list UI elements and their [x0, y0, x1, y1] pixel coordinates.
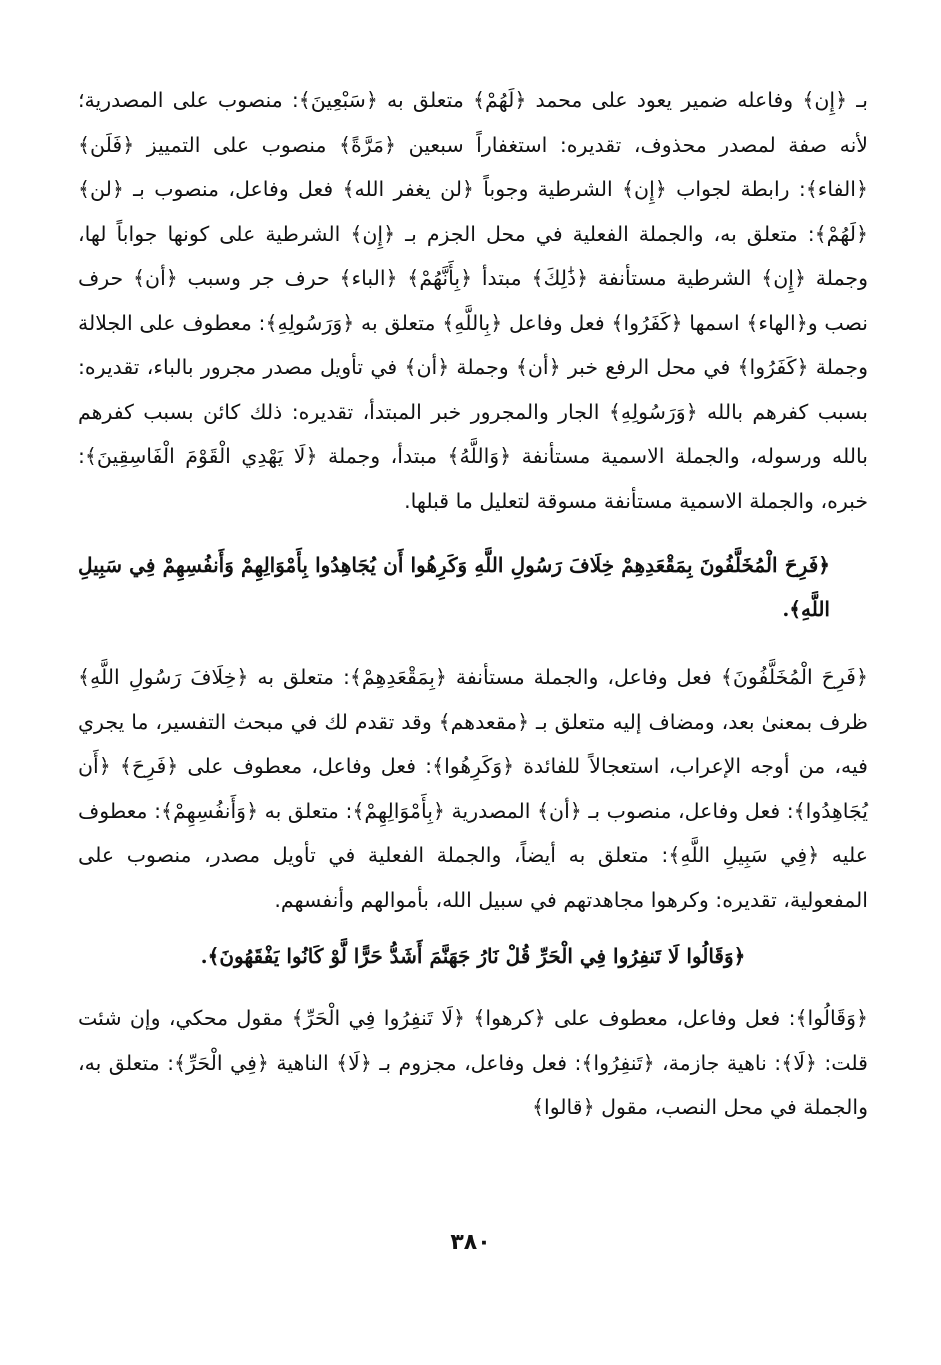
page-number: ٣٨٠ [450, 1230, 491, 1255]
paragraph-grammar-2: ﴿فَرِحَ الْمُخَلَّفُونَ﴾ فعل وفاعل، والجملة مستأنفة ﴿بِمَقْعَدِهِمْ﴾: متعلق به ﴿خِلَافَ رَسُولِ اللَّهِ﴾ ظرف بمعنىٰ بعد، ومضاف إليه متعلق بـ ﴿مقعدهم﴾ وقد تقدم لك في مبحث التفسير، ما يجري فيه، من أوجه الإعراب، استعجالاً للفائدة ﴿وَكَرِهُوا﴾: فعل وفاعل، معطوف على ﴿فَرِحَ﴾ ﴿أَن يُجَاهِدُوا﴾: فعل وفاعل، منصوب بـ ﴿أن﴾ المصدرية ﴿بِأَمْوَالِهِمْ﴾: متعلق به ﴿وَأَنفُسِهِمْ﴾: معطوف عليه ﴿فِي سَبِيلِ اللَّهِ﴾: متعلق به أيضاً، والجملة الفعلية في تأويل مصدر، منصوب على المفعولية، تقديره: وكرهوا مجاهدتهم في سبيل الله، بأموالهم وأنفسهم. [78, 665, 868, 912]
paragraph-grammar-3: ﴿وَقَالُوا﴾: فعل وفاعل، معطوف على ﴿كرهوا﴾ ﴿لَا تَنفِرُوا فِي الْحَرِّ﴾ مقول محكي، وإن شئت قلت: ﴿لَا﴾: ناهية جازمة، ﴿تَنفِرُوا﴾: فعل وفاعل، مجزوم بـ ﴿لَا﴾ الناهية ﴿فِي الْحَرِّ﴾: متعلق به، والجملة في محل النصب، مقول ﴿قالوا﴾ [78, 1006, 868, 1119]
quran-verse-2: ﴿وَقَالُوا لَا تَنفِرُوا فِي الْحَرِّ قُلْ نَارُ جَهَنَّمَ أَشَدُّ حَرًّا لَّوْ كَانُوا يَفْقَهُونَ﴾. [200, 944, 746, 968]
page-content [78, 78, 868, 1348]
quran-verse-1: ﴿فَرِحَ الْمُخَلَّفُونَ بِمَقْعَدِهِمْ خِلَافَ رَسُولِ اللَّهِ وَكَرِهُوا أَن يُجَاهِدُوا بِأَمْوَالِهِمْ وَأَنفُسِهِمْ فِي سَبِيلِ اللَّهِ﴾. [78, 553, 830, 621]
paragraph-grammar-1: بـ ﴿إِن﴾ وفاعله ضمير يعود على محمد ﴿لَهُمْ﴾ متعلق به ﴿سَبْعِينَ﴾: منصوب على المصدرية؛ لأنه صفة لمصدر محذوف، تقديره: استغفاراً سبعين ﴿مَرَّةً﴾ منصوب على التمييز ﴿فَلَن﴾ ﴿الفاء﴾: رابطة لجواب ﴿إِن﴾ الشرطية وجوباً ﴿لن يغفر الله﴾ فعل وفاعل، منصوب بـ ﴿لن﴾ ﴿لَهُمْ﴾: متعلق به، والجملة الفعلية في محل الجزم بـ ﴿إِن﴾ الشرطية على كونها جواباً لها، وجملة ﴿إِن﴾ الشرطية مستأنفة ﴿ذَٰلِكَ﴾ مبتدأ ﴿بِأَنَّهُمْ﴾ ﴿الباء﴾ حرف جر وسبب ﴿أن﴾ حرف نصب و﴿الهاء﴾ اسمها ﴿كَفَرُوا﴾ فعل وفاعل ﴿بِاللَّهِ﴾ متعلق به ﴿وَرَسُولِهِ﴾: معطوف على الجلالة وجملة ﴿كَفَرُوا﴾ في محل الرفع خبر ﴿أن﴾ وجملة ﴿أن﴾ في تأويل مصدر مجرور بالباء، تقديره: بسبب كفرهم بالله ﴿وَرَسُولِهِ﴾ الجار والمجرور خبر المبتدأ، تقديره: ذلك كائن بسبب كفرهم بالله ورسوله، والجملة الاسمية مستأنفة ﴿وَاللَّهُ﴾ مبتدأ، وجملة ﴿لَا يَهْدِي الْقَوْمَ الْفَاسِقِينَ﴾: خبره، والجملة الاسمية مستأنفة مسوقة لتعليل ما قبلها. [78, 88, 868, 513]
